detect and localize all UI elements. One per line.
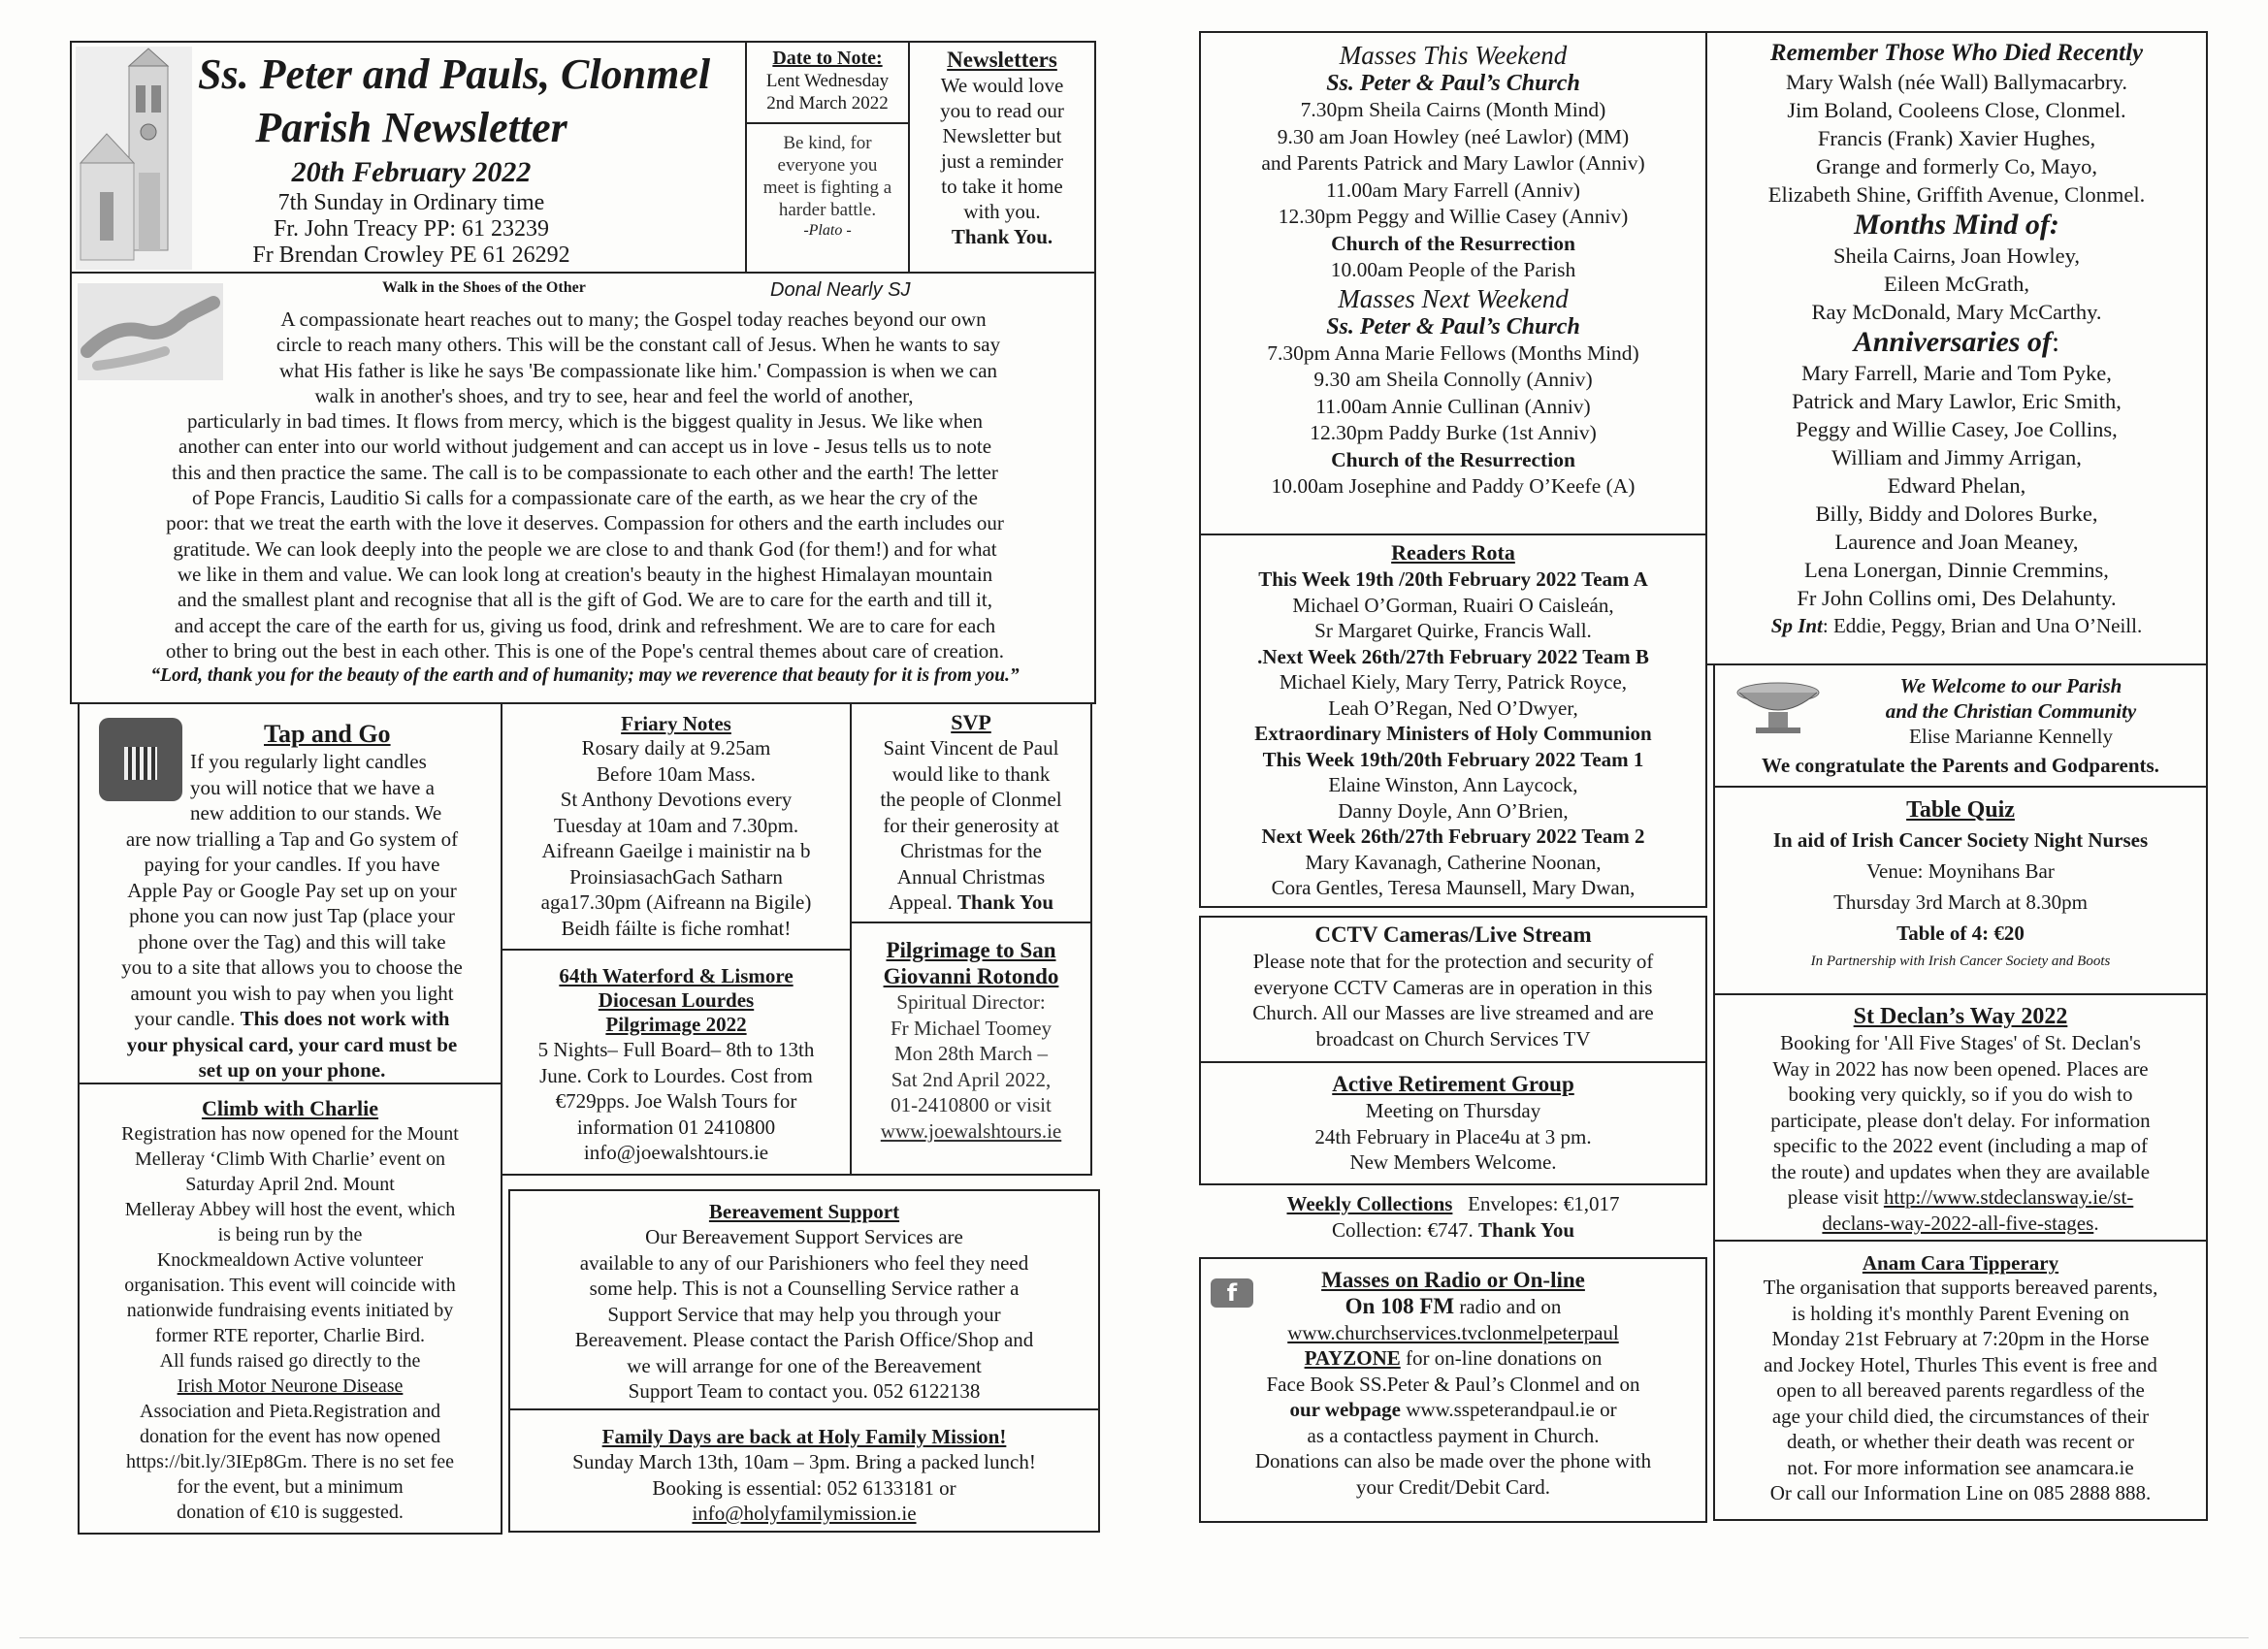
climb-line: nationwide fundraising events initiated by [126, 1300, 454, 1321]
webpage-line [1201, 1397, 1705, 1423]
anniv-line: Peggy and Willie Casey, Joe Collins, [1796, 417, 2118, 441]
retirement-line: Meeting on Thursday [1365, 1099, 1541, 1122]
declan-title: St Declan’s Way 2022 [1853, 1004, 2068, 1029]
quiz-venue: Venue: Moynihans Bar [1866, 859, 2055, 883]
walk-closing: “Lord, thank you for the beauty of the earth and of humanity; may we reverence that beauty for it is from you.” [150, 665, 1020, 687]
walk-line: and the smallest plant and recognise that all is the gift of God. We are to care for the earth and till it, [178, 588, 992, 612]
tap-last-line [83, 1006, 501, 1032]
payzone-link[interactable]: PAYZONE [1304, 1346, 1401, 1370]
declan-visit-line [1715, 1184, 2206, 1211]
quote-text: Be kind, for everyone you meet is fighting a harder battle. [762, 133, 892, 220]
climb-with-charlie-box [78, 1083, 502, 1535]
mnd-link[interactable]: Irish Motor Neurone Disease [177, 1375, 404, 1397]
parish-priest: Fr. John Treacy PP: 61 23239 [273, 216, 550, 242]
welcome-line2: and the Christian Community [1885, 699, 2137, 723]
church-tower-image [76, 47, 192, 270]
walk-article [70, 272, 1096, 704]
readers-row: Michael Kiely, Mary Terry, Patrick Royce, [1279, 670, 1628, 694]
tap-bold-line: This does not work with [240, 1007, 450, 1030]
family-line: Sunday March 13th, 10am – 3pm. Bring a packed lunch! [572, 1450, 1036, 1473]
mass-line: 7.30pm Sheila Cairns (Month Mind) [1300, 98, 1606, 121]
family-line: Booking is essential: 052 6133181 or [652, 1475, 956, 1500]
climb-line: Association and Pieta.Registration and [140, 1401, 440, 1422]
welcome-line1: We Welcome to our Parish [1899, 674, 2122, 697]
declan-link-2[interactable]: declans-way-2022-all-five-stages [1822, 1211, 2094, 1235]
anniv-line: Laurence and Joan Meaney, [1834, 530, 2079, 554]
anniv-line: William and Jimmy Arrigan, [1831, 445, 2082, 469]
mass-line: and Parents Patrick and Mary Lawlor (Anniv) [1261, 151, 1645, 175]
friary-line: Aifreann Gaeilge i mainistir na b [541, 839, 811, 862]
lourdes-line: €729pps. Joe Walsh Tours for [555, 1089, 797, 1113]
radio-line: as a contactless payment in Church. [1307, 1423, 1600, 1447]
holyfamily-email-link[interactable]: info@holyfamilymission.ie [692, 1502, 917, 1525]
rotondo-title: Giovanni Rotondo [883, 964, 1059, 988]
declan-visit: please visit [1787, 1185, 1879, 1209]
retirement-title: Active Retirement Group [1332, 1072, 1574, 1096]
retirement-line: 24th February in Place4u at 3 pm. [1314, 1124, 1592, 1148]
readers-row: Sr Margaret Quirke, Francis Wall. [1314, 619, 1592, 642]
quiz-table: Table of 4: €20 [1896, 922, 2025, 945]
climb-line: Knockmealdown Active volunteer [156, 1249, 424, 1271]
header-box [70, 41, 747, 274]
anniversaries-heading: Anniversaries of: [1853, 326, 2060, 358]
readers-row: Leah O’Regan, Ned O’Dwyer, [1328, 695, 1578, 720]
newsletters-title: Newsletters [947, 48, 1057, 72]
facebook-icon[interactable]: f [1211, 1278, 1253, 1308]
anam-line: The organisation that supports bereaved parents, [1763, 1276, 2158, 1299]
bereavement-line: we will arrange for one of the Bereavement [627, 1353, 982, 1377]
walk-line: another can enter into our world without judgement and can accept us in love - Jesus tells us to note [178, 435, 992, 459]
declan-url-line: declans-way-2022-all-five-stages. [1822, 1211, 2099, 1235]
rotondo-line: 01-2410800 or visit [891, 1093, 1052, 1116]
died-line: Mary Walsh (née Wall) Ballymacarbry. [1785, 70, 2128, 94]
quiz-title: Table Quiz [1906, 797, 2015, 823]
newsletters-body [910, 73, 1094, 224]
walk-line: particularly in bad times. It flows from mercy, which is the biggest quality in Jesus. We like when [186, 409, 984, 434]
tap-line: If you regularly light candles [190, 750, 427, 773]
walk-title: Walk in the Shoes of the Other [382, 279, 586, 296]
table-quiz-box [1713, 786, 2208, 995]
svp-line: Saint Vincent de Paul [883, 736, 1059, 760]
months-mind-title: Months Mind of: [1854, 209, 2059, 241]
payzone-rest: for on-line donations on [1406, 1346, 1603, 1370]
radio-title: Masses on Radio or On-line [1321, 1268, 1585, 1292]
declan-line: specific to the 2022 event (including a map of [1772, 1134, 2149, 1157]
climb-line: donation for the event has now opened [140, 1426, 440, 1447]
friary-line: aga17.30pm (Aifreann na Bigile) [540, 890, 812, 914]
spint-line [1707, 612, 2206, 640]
churchservices-link[interactable]: www.churchservices.tvclonmelpeterpaul [1287, 1320, 1619, 1344]
cctv-line: Please note that for the protection and security of [1252, 950, 1654, 973]
climb-line: is being run by the [217, 1224, 363, 1245]
anam-line: and Jockey Hotel, Thurles This event is free and [1764, 1352, 2157, 1376]
mass-line: 11.00am Mary Farrell (Anniv) [1326, 178, 1580, 202]
radio-fm: On 108 FM [1345, 1294, 1455, 1318]
readers-row: Extraordinary Ministers of Holy Communion [1254, 722, 1652, 745]
mass-line: 12.30pm Peggy and Willie Casey (Anniv) [1278, 205, 1629, 228]
mass-line: 10.00am People of the Parish [1330, 258, 1576, 281]
webpage-link[interactable]: www.sspeterandpaul.ie or [1406, 1398, 1617, 1421]
masses-box [1199, 31, 1707, 535]
mass-line: 12.30pm Paddy Burke (1st Anniv) [1310, 421, 1597, 444]
lourdes-line: 5 Nights– Full Board– 8th to 13th [537, 1038, 815, 1061]
walk-line: this and then practice the same. The call is to be compassionate to each other and the earth! The letter [172, 460, 998, 484]
rotondo-title: Pilgrimage to San [886, 938, 1056, 962]
newsletters-line: you to read our [940, 99, 1064, 122]
svp-title: SVP [951, 710, 991, 734]
tap-line: phone over the Tag) and this will take [138, 929, 446, 954]
lourdes-line: information 01 2410800 [576, 1115, 776, 1139]
died-line: Grange and formerly Co, Mayo, [1816, 154, 2097, 178]
webpage-label: our webpage [1289, 1398, 1401, 1421]
cctv-line: everyone CCTV Cameras are in operation in this [1253, 975, 1653, 999]
bereavement-line: some help. This is not a Counselling Service rather a [589, 1277, 1020, 1300]
newsletters-thanks: Thank You. [951, 225, 1053, 248]
facebook-line: Face Book SS.Peter & Paul’s Clonmel and on [1266, 1372, 1640, 1396]
anam-line: open to all bereaved parents regardless of the [1776, 1378, 2145, 1402]
anniv-line: Billy, Biddy and Dolores Burke, [1815, 501, 2098, 526]
masses-church-1: Ss. Peter & Paul’s Church [1326, 71, 1580, 96]
mass-line: 11.00am Annie Cullinan (Anniv) [1315, 394, 1591, 418]
walk-line: and accept the care of the earth for us, giving us food, drink and refreshment. We are to care for each [174, 613, 996, 637]
tap-bold-line: your physical card, your card must be [126, 1032, 458, 1056]
newsletter-title: Parish Newsletter [255, 104, 567, 151]
tap-line: you will notice that we have a [190, 775, 435, 799]
svp-line: for their generosity at [883, 813, 1059, 837]
svp-line: the people of Clonmel [880, 788, 1062, 811]
parish-emeritus: Fr Brendan Crowley PE 61 26292 [252, 242, 570, 268]
climb-line: organisation. This event will coincide with [124, 1275, 456, 1296]
mass-line: 9.30 am Joan Howley (neé Lawlor) (MM) [1277, 124, 1630, 148]
anniv-line: Fr John Collins omi, Des Delahunty. [1797, 586, 2117, 610]
weekly-collections [1199, 1191, 1707, 1244]
climb-line: for the event, but a minimum [177, 1476, 404, 1498]
anam-line: is holding it's monthly Parent Evening on [1792, 1301, 2129, 1325]
svp-appeal: Appeal. [888, 890, 953, 914]
walk-line: of Pope Francis, Lauditio Si calls for a compassionate care of the earth, as we hear the cry of the [192, 486, 978, 510]
anam-title: Anam Cara Tipperary [1862, 1251, 2059, 1275]
readers-row: Michael O’Gorman, Ruairi O Caisleán, [1292, 593, 1614, 617]
walk-line: circle to reach many others. This will be the constant call of Jesus. When he wants to say [275, 333, 1001, 357]
bereavement-line: available to any of our Parishioners who feel they need [579, 1250, 1029, 1275]
mass-line: 7.30pm Anna Marie Fellows (Months Mind) [1267, 340, 1639, 365]
newsletter-date: 20th February 2022 [291, 156, 532, 188]
months-line: Ray McDonald, Mary McCarthy. [1811, 300, 2102, 324]
quote-author: -Plato - [803, 222, 852, 239]
quote-box [745, 122, 910, 274]
newsletters-box [908, 41, 1096, 274]
walk-line: other to bring out the best in each other. This is one of the Pope's central themes about care of creation. [165, 638, 1005, 663]
readers-row: Next Week 26th/27th February 2022 Team 2 [1261, 824, 1645, 848]
lourdes-title: Diocesan Lourdes [598, 988, 755, 1012]
date-note-line2: 2nd March 2022 [766, 93, 889, 113]
anam-line: death, or whether their death was recent or [1786, 1430, 2134, 1453]
rotondo-pilgrimage-box [850, 922, 1092, 1176]
declan-link-1[interactable]: http://www.stdeclansway.ie/st- [1883, 1185, 2134, 1209]
svp-line: would like to thank [891, 761, 1051, 786]
quiz-partner: In Partnership with Irish Cancer Society and Boots [1810, 954, 2111, 969]
svp-box [850, 702, 1092, 951]
friary-line: Before 10am Mass. [597, 761, 756, 786]
radio-online-box [1199, 1257, 1707, 1523]
tap-line: paying for your candles. If you have [144, 853, 440, 876]
collections-envelopes: Envelopes: €1,017 [1468, 1192, 1620, 1215]
walk-line: gratitude. We can look deeply into the people we are close to and thank God (for them!) and for what [173, 536, 997, 561]
remember-title: Remember Those Who Died Recently [1769, 40, 2144, 66]
resurrection-heading-2: Church of the Resurrection [1331, 447, 1575, 471]
readers-row: .Next Week 26th/27th February 2022 Team B [1257, 644, 1649, 668]
climb-line: Registration has now opened for the Mount [121, 1123, 459, 1145]
resurrection-heading-1: Church of the Resurrection [1331, 231, 1575, 255]
page-fold-line [19, 1637, 2249, 1638]
bereavement-line: Support Service that may help you through your [607, 1302, 1001, 1326]
newsletters-line: with you. [963, 200, 1041, 223]
bereavement-line: Bereavement. Please contact the Parish Office/Shop and [574, 1328, 1034, 1351]
lourdes-title: 64th Waterford & Lismore [559, 964, 794, 987]
tap-and-go-box [78, 702, 502, 1084]
months-line: Sheila Cairns, Joan Howley, [1832, 243, 2081, 268]
svp-line: Annual Christmas [896, 864, 1046, 889]
declan-line: booking very quickly, so if you do wish to [1788, 1083, 2133, 1106]
anniv-line: Patrick and Mary Lawlor, Eric Smith, [1792, 389, 2122, 413]
masses-church-2: Ss. Peter & Paul’s Church [1326, 313, 1580, 340]
date-note-line1: Lent Wednesday [765, 71, 890, 91]
readers-row: Elaine Winston, Ann Laycock, [1328, 773, 1578, 796]
collections-collection: Collection: €747. [1331, 1218, 1474, 1242]
walk-line: walk in another's shoes, and try to see, hear and feel the world of another, [314, 383, 914, 407]
tap-line: amount you wish to pay when you light [130, 981, 454, 1005]
st-declans-way-box [1713, 993, 2208, 1242]
tap-line: you to a site that allows you to choose the [121, 955, 463, 979]
lourdes-email[interactable]: info@joewalshtours.ie [583, 1141, 769, 1164]
tap-line: Apple Pay or Google Pay set up on your [127, 878, 457, 902]
readers-row: Cora Gentles, Teresa Maunsell, Mary Dwan, [1271, 876, 1636, 899]
collections-label: Weekly Collections [1286, 1192, 1453, 1215]
bereavement-line: Support Team to contact you. 052 6122138 [628, 1379, 981, 1403]
walk-line: we like in them and value. We can look long at creation's beauty in the highest Himalayan mountain [177, 562, 993, 586]
died-line: Jim Boland, Cooleens Close, Clonmel. [1787, 98, 2126, 122]
masses-this-weekend-title: Masses This Weekend [1339, 41, 1568, 70]
declan-line: Way in 2022 has now been opened. Places are [1772, 1056, 2149, 1081]
spint-label: Sp Int [1770, 614, 1823, 637]
declan-line: the route) and updates when they are available [1770, 1159, 2151, 1183]
climb-line: former RTE reporter, Charlie Bird. [155, 1325, 425, 1346]
payzone-line [1201, 1345, 1705, 1372]
remember-box [1705, 31, 2208, 665]
readers-title: Readers Rota [1391, 540, 1515, 565]
newsletters-line: just a reminder [941, 149, 1063, 173]
friary-line: St Anthony Devotions every [560, 788, 793, 811]
svp-thanks: Thank You [957, 890, 1054, 914]
died-line: Francis (Frank) Xavier Hughes, [1817, 126, 2096, 150]
climb-line: Saturday April 2nd. Mount [185, 1174, 395, 1195]
tap-line: are now trialling a Tap and Go system of [125, 826, 459, 851]
radio-fm-line [1201, 1294, 1705, 1320]
retirement-line: New Members Welcome. [1349, 1150, 1557, 1174]
family-title: Family Days are back at Holy Family Mission! [601, 1425, 1007, 1448]
anniversaries-title: Anniversaries of [1853, 326, 2052, 358]
readers-row: This Week 19th /20th February 2022 Team A [1258, 567, 1648, 591]
climb-line: All funds raised go directly to the [159, 1350, 421, 1372]
cctv-box [1199, 916, 1707, 1063]
walk-line: A compassionate heart reaches out to many; the Gospel today reaches beyond our own [280, 307, 987, 331]
friary-line: Beidh fáilte is fiche romhat! [561, 916, 792, 940]
baptismal-font-image [1734, 679, 1822, 735]
welcome-name: Elise Marianne Kennelly [1909, 725, 2113, 748]
joewalsh-link[interactable]: www.joewalshtours.ie [880, 1118, 1062, 1143]
declan-line: Booking for 'All Five Stages' of St. Declan's [1780, 1031, 2141, 1054]
tap-bold-line: set up on your phone. [198, 1058, 386, 1082]
readers-row: This Week 19th/20th February 2022 Team 1 [1262, 747, 1644, 771]
quiz-when: Thursday 3rd March at 8.30pm [1833, 890, 2088, 914]
cctv-title: CCTV Cameras/Live Stream [1314, 922, 1592, 947]
radio-line: Donations can also be made over the phone with [1254, 1449, 1652, 1472]
tap-line: new addition to our stands. We [190, 801, 442, 824]
died-line: Elizabeth Shine, Griffith Avenue, Clonmel. [1767, 182, 2146, 207]
readers-row: Danny Doyle, Ann O’Brien, [1338, 798, 1569, 823]
welcome-congrats: We congratulate the Parents and Godparents. [1762, 754, 2159, 777]
bereavement-title: Bereavement Support [708, 1200, 900, 1223]
walk-line: poor: that we treat the earth with the love it deserves. Compassion for others and the earth includes our [166, 511, 1004, 535]
parish-name: Ss. Peter and Pauls, Clonmel [198, 50, 711, 98]
anam-cara-box [1713, 1240, 2208, 1521]
newsletters-line: to take it home [941, 175, 1063, 198]
lourdes-pilgrimage-box [501, 949, 852, 1176]
rotondo-line: Fr Michael Toomey [890, 1016, 1053, 1040]
tap-line: your candle. [134, 1007, 236, 1030]
newsletters-line: We would love [940, 74, 1064, 97]
date-to-note-box [745, 41, 910, 124]
newsletters-line: Newsletter but [942, 124, 1062, 147]
welcome-box [1713, 663, 2208, 788]
climb-title: Climb with Charlie [201, 1096, 379, 1120]
collections-thanks: Thank You [1478, 1218, 1575, 1242]
bereavement-box [508, 1189, 1100, 1410]
climb-line: donation of €10 is suggested. [177, 1502, 404, 1523]
anam-line: age your child died, the circumstances of their [1771, 1404, 2150, 1428]
tap-title: Tap and Go [264, 720, 391, 748]
anam-line: not. For more information see anamcara.ie [1787, 1455, 2134, 1479]
date-note-title: Date to Note: [772, 48, 883, 69]
family-days-box [508, 1408, 1100, 1533]
anam-line: Monday 21st February at 7:20pm in the Horse [1771, 1327, 2150, 1350]
rotondo-line: Mon 28th March – [893, 1042, 1049, 1065]
bereavement-line: Our Bereavement Support Services are [645, 1225, 963, 1248]
friary-line: Tuesday at 10am and 7.30pm. [553, 813, 799, 837]
friary-title: Friary Notes [621, 712, 731, 735]
radio-line: your Credit/Debit Card. [1355, 1474, 1551, 1499]
anniv-line: Lena Lonergan, Dinnie Cremmins, [1804, 558, 2109, 582]
svp-line: Christmas for the [900, 839, 1042, 862]
friary-notes-box [501, 702, 852, 951]
rotondo-line: Spiritual Director: [896, 990, 1046, 1014]
cctv-line: broadcast on Church Services TV [1315, 1026, 1591, 1051]
declan-line: participate, please don't delay. For information [1770, 1108, 2151, 1132]
active-retirement-box [1199, 1061, 1707, 1185]
mass-line: 9.30 am Sheila Connolly (Anniv) [1313, 368, 1593, 391]
spint-names: : Eddie, Peggy, Brian and Una O’Neill. [1822, 614, 2143, 637]
friary-line: Rosary daily at 9.25am [581, 736, 771, 760]
anniv-line: Mary Farrell, Marie and Tom Pyke, [1801, 361, 2112, 385]
climb-line: Melleray Abbey will host the event, which [124, 1199, 456, 1220]
rotondo-line: Sat 2nd April 2022, [891, 1067, 1052, 1091]
lourdes-line: June. Cork to Lourdes. Cost from [539, 1063, 813, 1087]
mass-line: 10.00am Josephine and Paddy O’Keefe (A) [1271, 474, 1636, 498]
lourdes-title: Pilgrimage 2022 [605, 1013, 747, 1036]
tap-line: phone you can now just Tap (place your [129, 904, 455, 927]
masses-next-weekend-title: Masses Next Weekend [1338, 283, 1569, 313]
walk-author: Donal Nearly SJ [770, 279, 911, 301]
friary-line: ProinsiasachGach Satharn [569, 864, 783, 889]
quiz-aid: In aid of Irish Cancer Society Night Nurses [1772, 828, 2149, 852]
readers-row: Mary Kavanagh, Catherine Noonan, [1305, 850, 1602, 874]
radio-fm-rest: radio and on [1459, 1295, 1562, 1318]
months-line: Eileen McGrath, [1884, 272, 2029, 296]
walk-line: what His father is like he says 'Be compassionate like him.' Compassion is when we can [278, 358, 998, 382]
sunday-label: 7th Sunday in Ordinary time [277, 190, 545, 215]
anam-line: Or call our Information Line on 085 2888 888. [1769, 1481, 2152, 1504]
svp-last-line [852, 889, 1090, 916]
registration-link-line[interactable]: https://bit.ly/3IEp8Gm. There is no set fee [126, 1451, 454, 1472]
readers-rota-box [1199, 534, 1707, 908]
anniv-line: Edward Phelan, [1887, 473, 2026, 498]
climb-line: Melleray ‘Climb With Charlie’ event on [134, 1148, 446, 1170]
cctv-line: Church. All our Masses are live streamed and are [1252, 1001, 1654, 1024]
